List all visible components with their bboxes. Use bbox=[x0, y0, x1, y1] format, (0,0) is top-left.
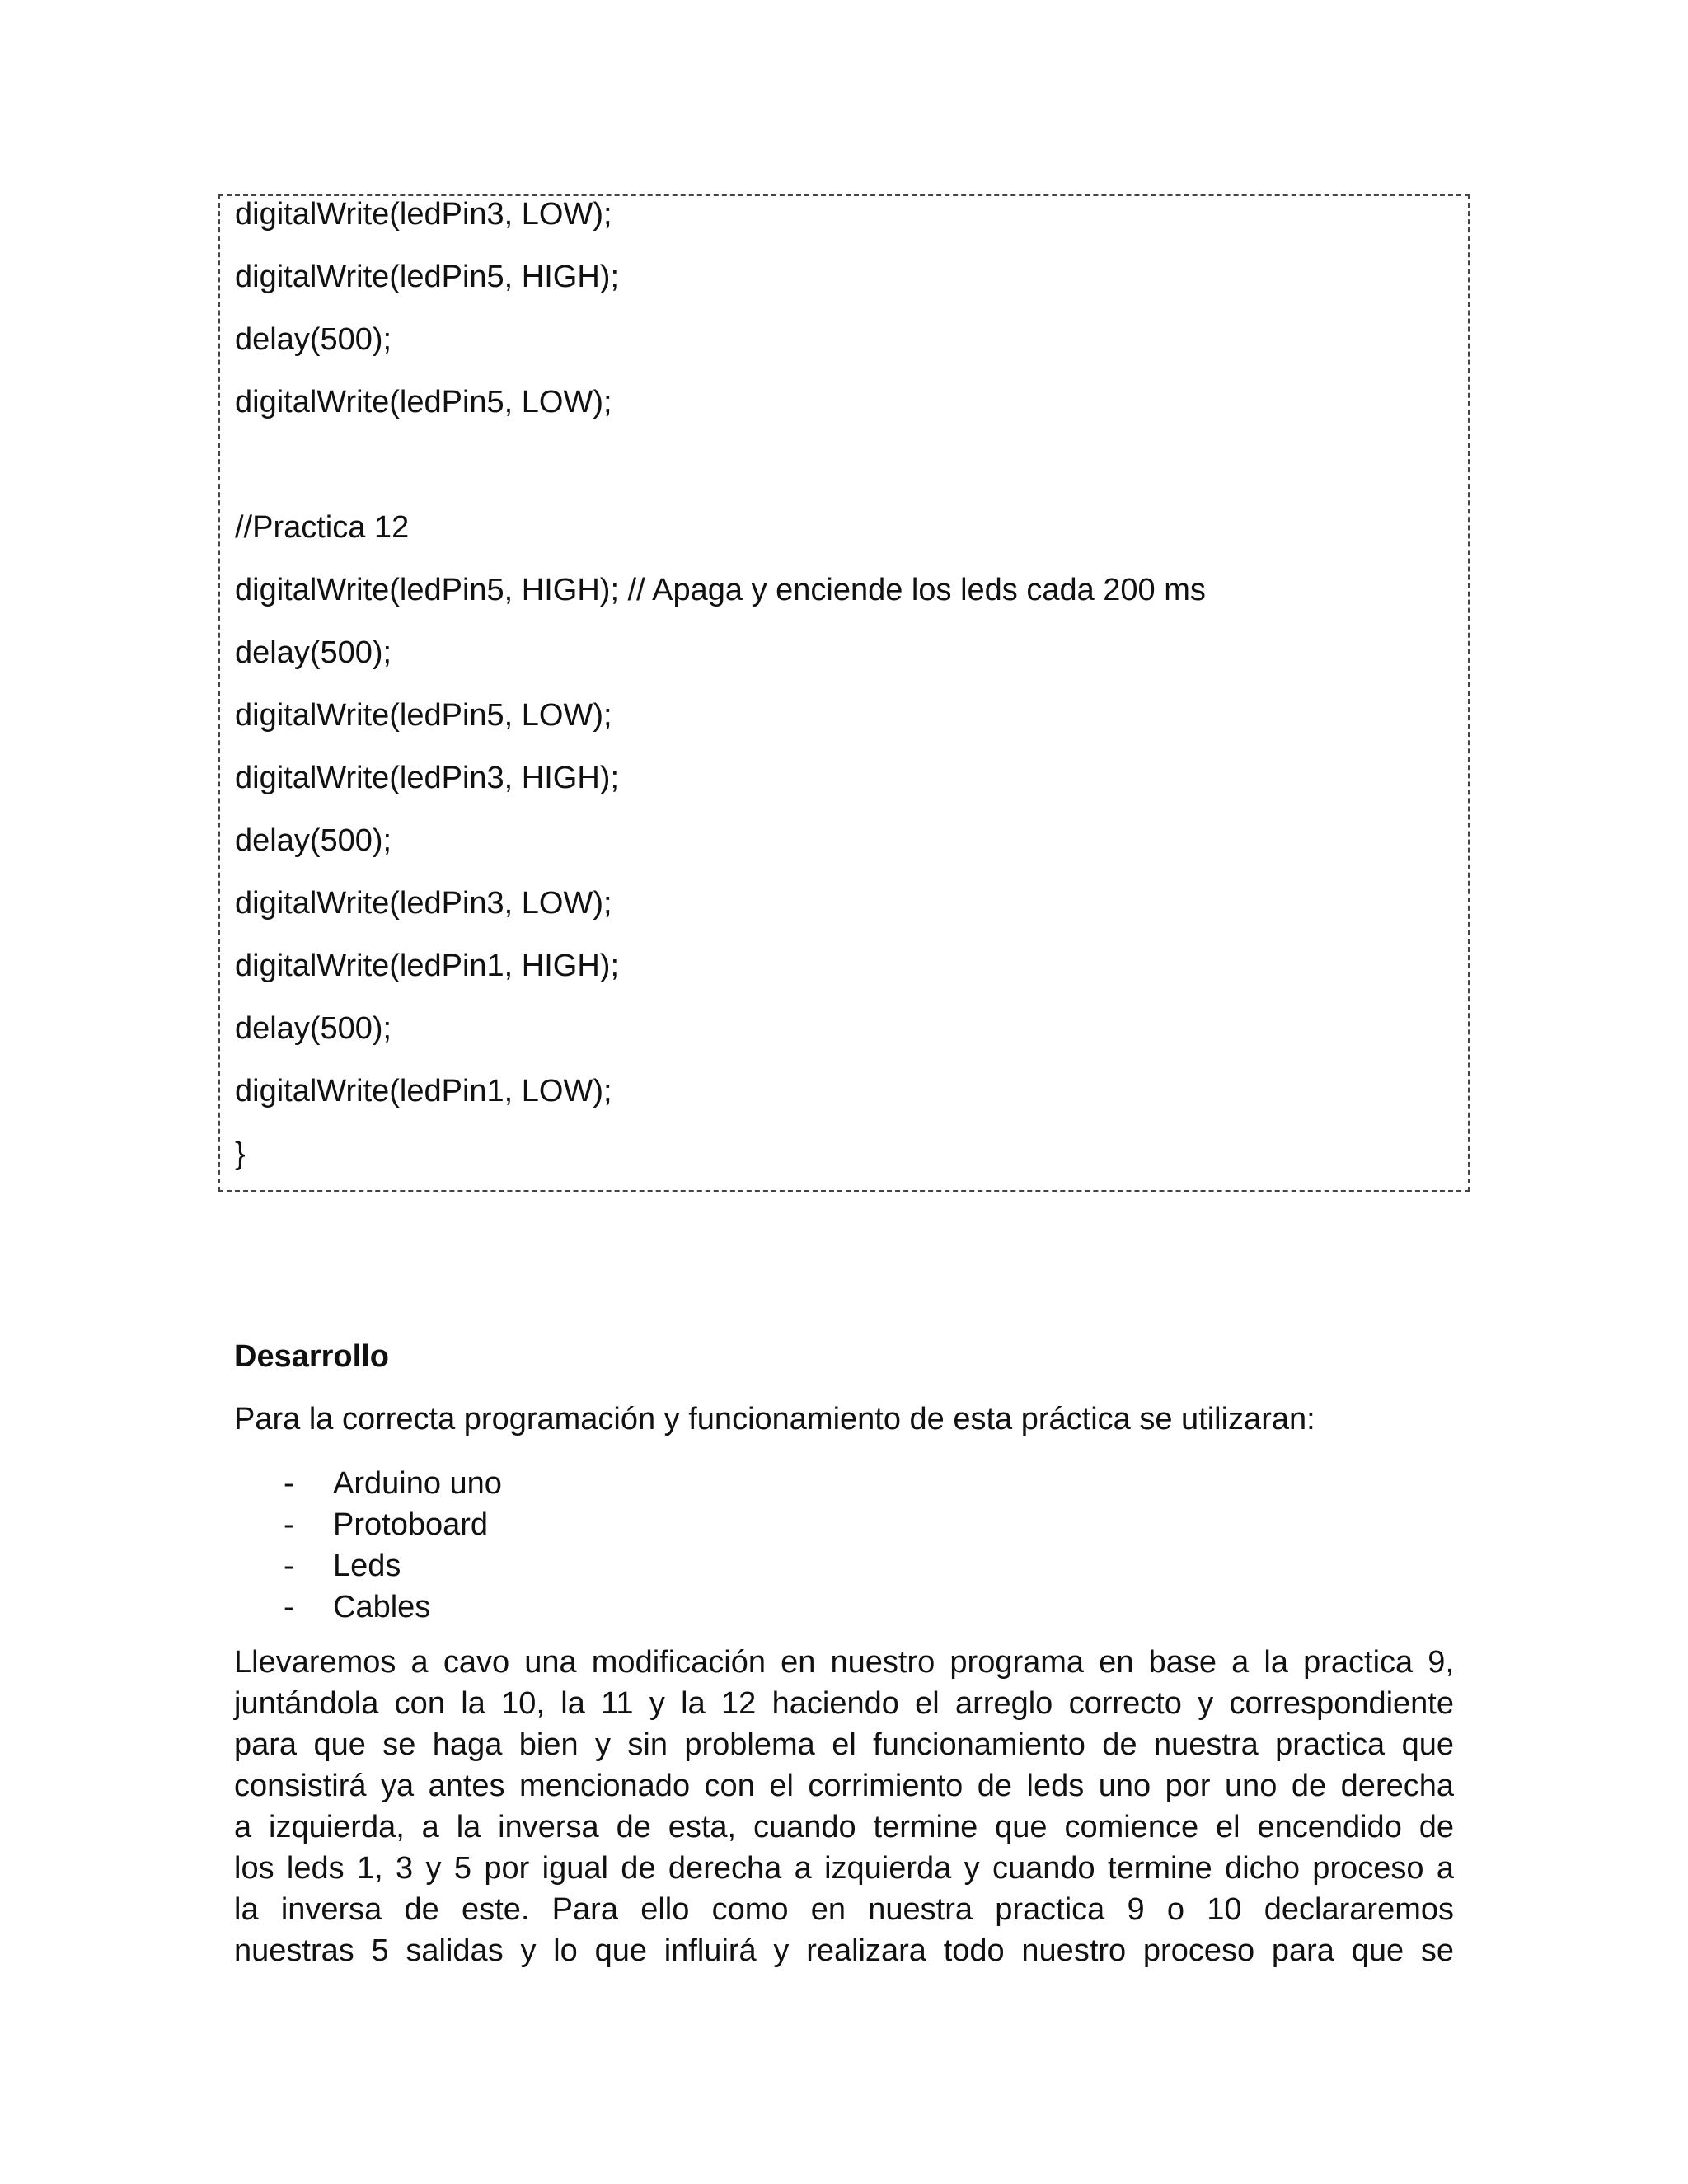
paragraph-line: consistirá ya antes mencionado con el corrimiento de leds uno por uno de derecha bbox=[234, 1769, 1454, 1803]
bullet-dash: - bbox=[284, 1507, 294, 1542]
paragraph-line: juntándola con la 10, la 11 y la 12 haciendo el arreglo correcto y correspondiente bbox=[234, 1686, 1454, 1721]
code-line: digitalWrite(ledPin1, LOW); bbox=[235, 1074, 612, 1108]
code-line: digitalWrite(ledPin1, HIGH); bbox=[235, 949, 620, 983]
bullet-dash: - bbox=[284, 1549, 294, 1583]
code-line: digitalWrite(ledPin3, LOW); bbox=[235, 197, 612, 232]
code-line: digitalWrite(ledPin3, HIGH); bbox=[235, 761, 620, 795]
code-line: //Practica 12 bbox=[235, 510, 410, 545]
paragraph-line: Llevaremos a cavo una modificación en nuestro programa en base a la practica 9, bbox=[234, 1645, 1454, 1680]
code-block bbox=[218, 194, 1470, 1192]
code-line: delay(500); bbox=[235, 322, 392, 357]
code-line: digitalWrite(ledPin5, HIGH); // Apaga y enciende los leds cada 200 ms bbox=[235, 573, 1206, 607]
list-item-label: Arduino uno bbox=[333, 1466, 502, 1501]
paragraph-line: a izquierda, a la inversa de esta, cuando termine que comience el encendido de bbox=[234, 1810, 1454, 1844]
intro-text: Para la correcta programación y funcionamiento de esta práctica se utilizaran: bbox=[234, 1402, 1315, 1436]
code-line: } bbox=[235, 1137, 246, 1171]
paragraph-line: para que se haga bien y sin problema el funcionamiento de nuestra practica que bbox=[234, 1727, 1454, 1762]
bullet-dash: - bbox=[284, 1466, 294, 1501]
paragraph-line: la inversa de este. Para ello como en nuestra practica 9 o 10 declararemos bbox=[234, 1892, 1454, 1927]
list-item-label: Cables bbox=[333, 1590, 431, 1624]
code-line: digitalWrite(ledPin5, LOW); bbox=[235, 385, 612, 419]
list-item-label: Leds bbox=[333, 1549, 401, 1583]
code-line: digitalWrite(ledPin5, LOW); bbox=[235, 698, 612, 733]
bullet-dash: - bbox=[284, 1590, 294, 1624]
paragraph-line: nuestras 5 salidas y lo que influirá y realizara todo nuestro proceso para que se bbox=[234, 1933, 1454, 1968]
list-item-label: Protoboard bbox=[333, 1507, 489, 1542]
section-heading: Desarrollo bbox=[234, 1339, 389, 1374]
code-line: delay(500); bbox=[235, 635, 392, 670]
code-line: digitalWrite(ledPin3, LOW); bbox=[235, 886, 612, 921]
code-line: digitalWrite(ledPin5, HIGH); bbox=[235, 260, 620, 294]
paragraph-line: los leds 1, 3 y 5 por igual de derecha a izquierda y cuando termine dicho proceso a bbox=[234, 1851, 1454, 1886]
code-line: delay(500); bbox=[235, 1011, 392, 1046]
code-line: delay(500); bbox=[235, 823, 392, 858]
